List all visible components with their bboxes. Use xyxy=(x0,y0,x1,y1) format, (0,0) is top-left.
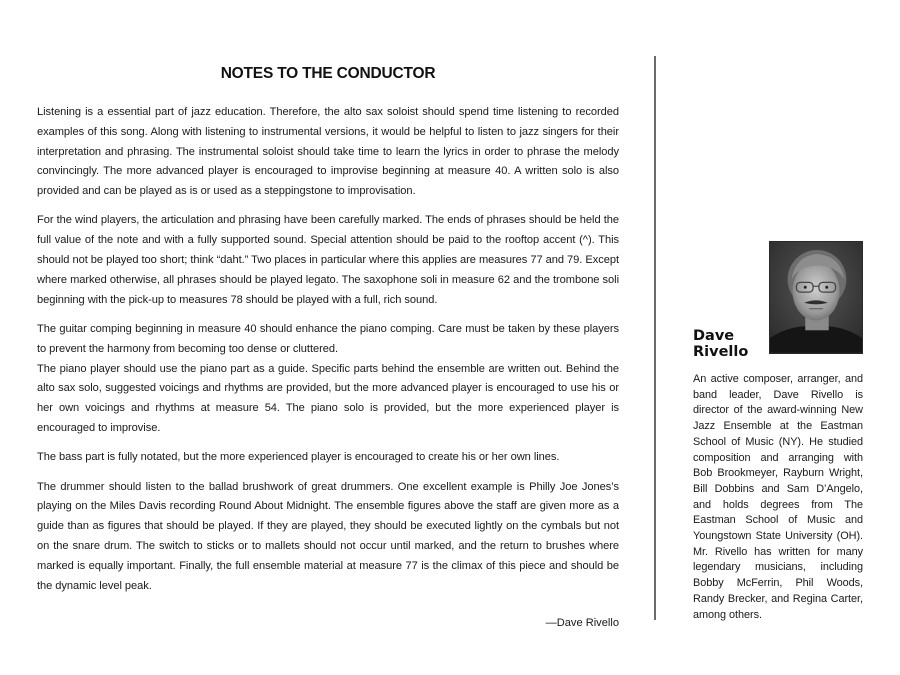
notes-paragraph-wind-players: For the wind players, the articulation and phrasing have been carefully marked. The ends of phrases should be held the full value of the note and with a fully supported sound. Special attention should be paid to the rooftop accent (^). This should not be played too short; think “daht.” Two places in particular where this applies are measures 77 and 79. Except where marked otherwise, all phrases should be played legato. The saxophone soli in measure 62 and the trombone soli beginning with the pick-up to measures 78 should be played with a full, rich sound. xyxy=(37,214,619,306)
author-last-name: Rivello xyxy=(693,343,749,360)
author-first-name: Dave xyxy=(693,328,735,344)
vertical-divider xyxy=(654,56,656,620)
notes-paragraph-bass: The bass part is fully notated, but the more experienced player is encouraged to create his or her own lines. xyxy=(37,451,560,464)
conductor-notes-section xyxy=(37,62,619,633)
notes-paragraph-drummer: The drummer should listen to the ballad brushwork of great drummers. One excellent example is Philly Joe Jones’s playing on the Miles Davis recording Round About Midnight. The ensemble figures above the staff are given more as a guide than as figures that should be played. If they are played, they should be executed lightly on the cymbals but not on the snare drum. The switch to sticks or to mallets should not occur until marked, and the return to brushes where marked is equally important. Finally, the full ensemble material at measure 77 is the climax of this piece and should be the dynamic level peak. xyxy=(37,480,619,592)
signature: —Dave Rivello xyxy=(545,617,619,630)
author-name xyxy=(693,329,748,360)
notes-paragraph-listening: Listening is a essential part of jazz education. Therefore, the alto sax soloist should spend time listening to recorded examples of this song. Along with listening to instrumental versions, it would be helpful to listen to jazz singers for their interpretation and phrasing. The instrumental soloist should take time to learn the lyrics in order to phrase the melody convincingly. The more advanced player is encouraged to improvise beginning at measure 40. A written solo is also provided and can be played as is or used as a steppingstone to improvisation. xyxy=(37,106,619,198)
notes-paragraph-guitar: The guitar comping beginning in measure 40 should enhance the piano comping. Care must be taken by these players to prevent the harmony from becoming too dense or cluttered. xyxy=(37,322,619,355)
portrait-image-icon xyxy=(770,242,862,353)
notes-paragraph-piano: The piano player should use the piano part as a guide. Specific parts behind the ensemble are written out. Behind the alto sax solo, suggested voicings and rhythms are provided, but the more advanced player is encouraged to use his or her own voicings and rhythms at measure 54. The piano solo is provided, but the more experienced player is encouraged to improvise. xyxy=(37,362,619,434)
author-bio: An active composer, arranger, and band leader, Dave Rivello is director of the award-winning New Jazz Ensemble at the Eastman School of Music (NY). He studied composition and arranging with Bob Brookmeyer, Rayburn Wright, Bill Dobbins and Sam D’Angelo, and holds degrees from The Eastman School of Music and Youngstown State University (OH). Mr. Rivello has written for many legendary musicians, including Bobby McFerrin, Phil Woods, Randy Brecker, and Regina Carter, among others. xyxy=(693,373,863,621)
author-photo xyxy=(769,241,863,354)
page-title: NOTES TO THE CONDUCTOR xyxy=(220,65,436,82)
